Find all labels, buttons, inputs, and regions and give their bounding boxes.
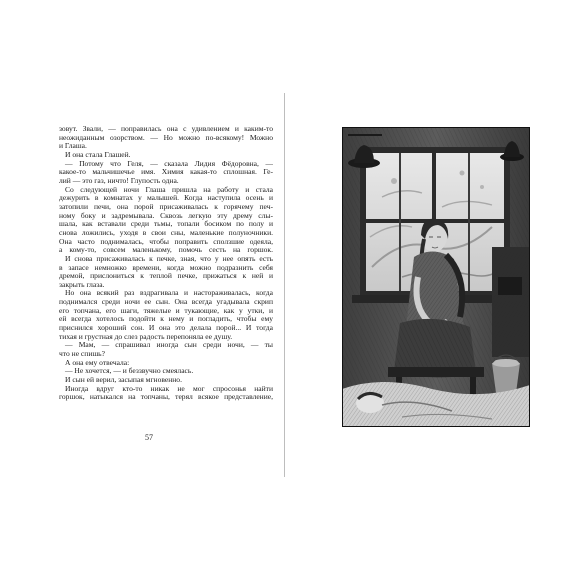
left-page	[0, 93, 284, 477]
book-spread	[0, 93, 570, 477]
text-line: его топчана, его шаги, тяжелые и тукающие, как у утки, и	[59, 306, 273, 315]
text-line: и Глаша.	[59, 142, 87, 151]
text-line: приснился хороший сон. И она это делала порой... И тогда	[59, 324, 273, 333]
text-line: И снова присаживалась к печке, зная, что у нее опять есть	[65, 254, 273, 263]
text-line: неожиданным озорством. — Но можно по-всякому! Можно	[59, 133, 273, 142]
text-line: дежурить в комнатах у малышей. Когда наступила осень и	[59, 194, 273, 203]
text-line: а кому-то, совсем маленькому, помочь сесть на горшок.	[59, 246, 273, 255]
text-line: снова ложились, уходя в свои сны, маленькие полуночники.	[59, 228, 273, 237]
right-page	[285, 93, 570, 477]
text-line: ному боку и задремывала. Сквозь легкую эту дрему слы-	[59, 211, 273, 220]
text-line: шала, как вставали среди тьмы, топали босиком по полу и	[59, 220, 273, 229]
illustration	[342, 127, 530, 427]
text-line: И сын ей верил, засыпая мгновенно.	[65, 376, 182, 385]
text-line: дремой, прислониться к теплой печке, прижаться к ней и	[59, 272, 273, 281]
text-line: — Не хочется, — и беззвучно смеялась.	[65, 367, 194, 376]
text-line: лий — это газ, ничто! Глупость одна.	[59, 176, 179, 185]
text-line: Она часто поднималась, чтобы поправить сползшие одеяла,	[59, 237, 273, 246]
text-line: затопили печи, она порой присаживалась к горячему печ-	[59, 202, 273, 211]
text-line: Со следующей ночи Глаша пришла на работу и стала	[65, 185, 273, 194]
illustration-drawing	[342, 127, 530, 427]
text-line: горшок, натыкался на топчаны, терял всякое представление,	[59, 393, 273, 402]
text-line: зовут. Звали, — поправилась она с удивлением и каким-то	[59, 125, 273, 133]
text-line: А она ему отвечала:	[65, 358, 130, 367]
text-line: — Потому что Геля, — сказала Лидия Фёдоровна, —	[65, 159, 273, 168]
text-line: что не спишь?	[59, 350, 105, 359]
text-line: поднимался среди ночи ее сын. Она всегда угадывала скрип	[59, 298, 273, 307]
text-line: Иногда вдруг кто-то никак не мог спросонья найти	[65, 384, 273, 393]
text-line: ей всегда хотелось подойти к нему и погладить, чтобы ему	[59, 315, 273, 324]
page-number: 57	[145, 433, 153, 442]
text-line: какое-то мальчишечье имя. Химия какая-то сплошная. Ге-	[59, 168, 273, 177]
text-line: Но она всякий раз вздрагивала и настораживалась, когда	[65, 289, 273, 298]
text-line: тихая и грустная до слез радость перепоняла ее душу.	[59, 332, 233, 341]
body-text	[59, 125, 273, 402]
text-line: И она стала Глашей.	[65, 150, 131, 159]
text-line: в запасе немножко времени, когда можно подразнить себя	[59, 263, 273, 272]
text-line: закрыть глаза.	[59, 280, 105, 289]
text-line: — Мам, — спрашивал иногда сын среди ночи, — ты	[65, 341, 273, 350]
